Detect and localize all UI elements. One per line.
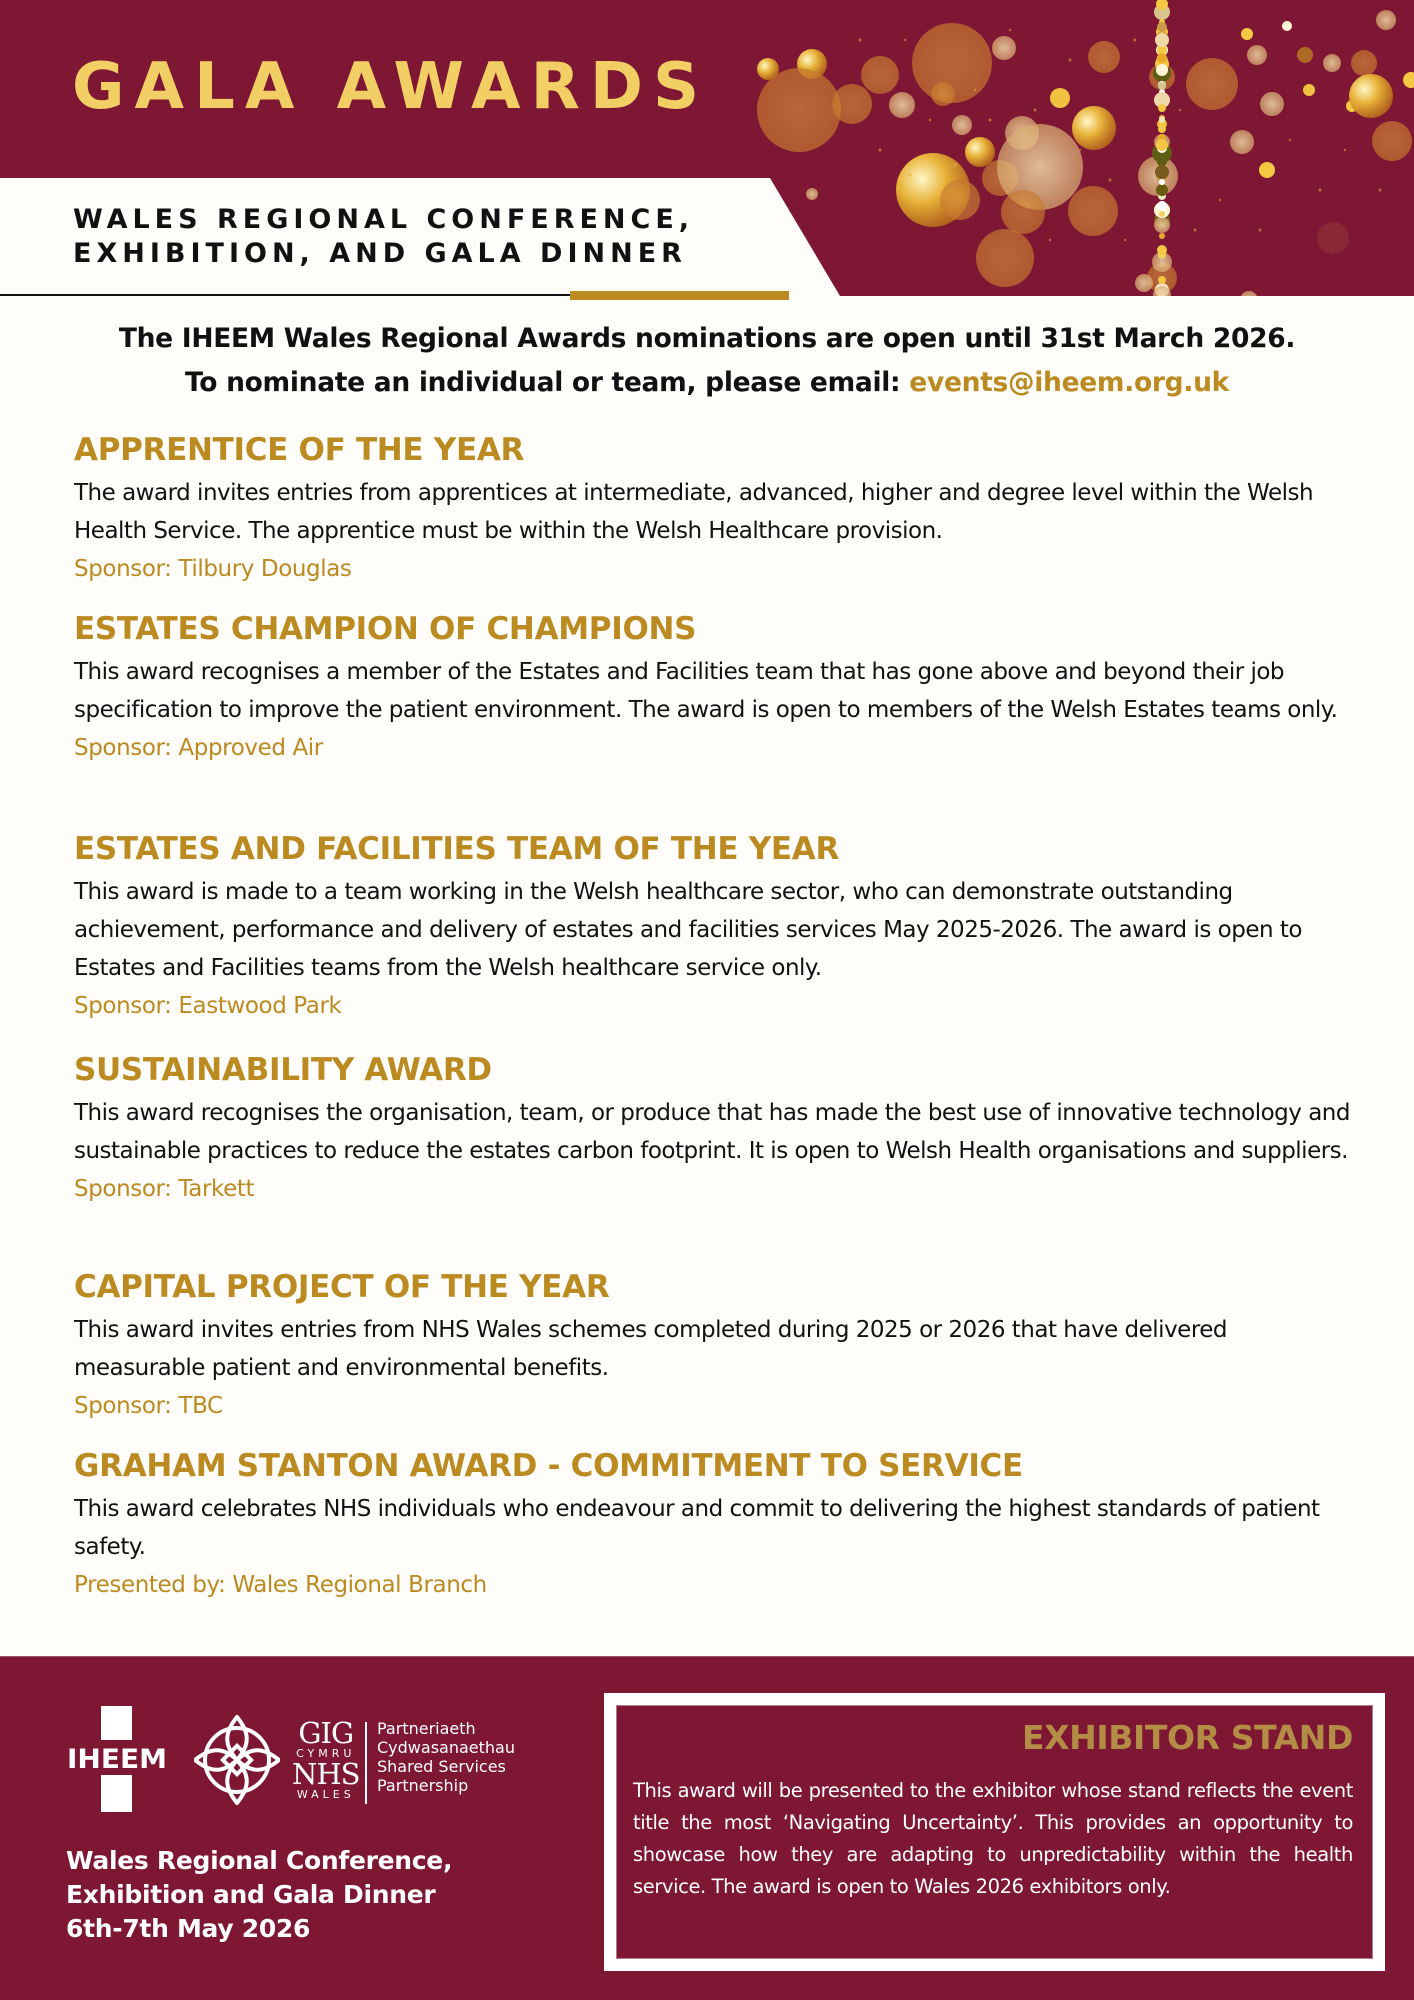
nhs-knot-emblem-icon (194, 1715, 280, 1805)
award-title: ESTATES AND FACILITIES TEAM OF THE YEAR (74, 831, 840, 867)
gala-awards-title: GALA AWARDS (72, 50, 710, 124)
award-title: ESTATES CHAMPION OF CHAMPIONS (74, 611, 697, 647)
header-gold-accent-bar (570, 291, 789, 300)
exhibitor-stand-title: EXHIBITOR STAND (1021, 1718, 1353, 1757)
header-divider-line (0, 294, 572, 296)
award-sponsor: Sponsor: Tarkett (74, 1176, 255, 1202)
award-title: SUSTAINABILITY AWARD (74, 1052, 492, 1088)
award-sponsor: Sponsor: Eastwood Park (74, 993, 342, 1019)
award-sponsor: Sponsor: Tilbury Douglas (74, 556, 352, 582)
partner-line-1: Partneriaeth (377, 1719, 476, 1738)
wales-text: WALES (296, 1788, 355, 1801)
logo-divider (365, 1722, 367, 1804)
award-description: This award celebrates NHS individuals who endeavour and commit to delivering the highest standards of patient safety. (74, 1496, 1320, 1560)
award-description: This award recognises a member of the Estates and Facilities team that has gone above and beyond their job specification to improve the patient environment. The award is open to members of the Welsh Estates teams only. (74, 659, 1338, 723)
cymru-text: CYMRU (296, 1747, 356, 1760)
award-graham-stanton (74, 1446, 1364, 1604)
event-name-line-1: Wales Regional Conference, (66, 1846, 453, 1875)
award-presenter: Presented by: Wales Regional Branch (74, 1572, 487, 1598)
subtitle-line-2: EXHIBITION, AND GALA DINNER (73, 238, 687, 269)
award-apprentice-of-the-year (74, 430, 1364, 588)
gig-text: GIG (298, 1716, 354, 1750)
award-description: This award recognises the organisation, team, or produce that has made the best use of innovative technology and sustainable practices to reduce the estates carbon footprint. It is open to Welsh Health organisations and suppliers. (74, 1100, 1350, 1164)
award-title: APPRENTICE OF THE YEAR (74, 432, 525, 468)
award-title: CAPITAL PROJECT OF THE YEAR (74, 1269, 610, 1305)
partner-line-2: Cydwasanaethau (377, 1738, 515, 1757)
gig-cymru-nhs-wales-wordmark (292, 1716, 360, 1802)
exhibitor-stand-description: This award will be presented to the exhibitor whose stand reflects the event title the most ‘Navigating Uncertainty’. This provides an opportunity to showcase how they are adapting to unpredictability within the health service. The award is open to Wales 2026 exhibitors only. (633, 1779, 1353, 1898)
subtitle-line-1: WALES REGIONAL CONFERENCE, (73, 204, 695, 235)
award-description: The award invites entries from apprentices at intermediate, advanced, higher and degree level within the Welsh Health Service. The apprentice must be within the Welsh Healthcare provision. (74, 480, 1314, 544)
event-dates: 6th-7th May 2026 (66, 1914, 311, 1943)
award-sponsor: Sponsor: TBC (74, 1393, 223, 1419)
award-estates-facilities-team (74, 829, 1364, 1025)
shared-services-partnership-text (377, 1719, 515, 1795)
nomination-email-link[interactable]: events@iheem.org.uk (909, 367, 1229, 398)
nhs-text: NHS (292, 1757, 360, 1791)
award-description: This award invites entries from NHS Wales schemes completed during 2025 or 2026 that have delivered measurable patient and environmental benefits. (74, 1317, 1228, 1381)
award-title: GRAHAM STANTON AWARD - COMMITMENT TO SERVICE (74, 1448, 1023, 1484)
nominate-prefix: To nominate an individual or team, please email: (184, 367, 910, 398)
partner-line-4: Partnership (377, 1776, 469, 1795)
award-sustainability (74, 1050, 1364, 1208)
event-name-line-2: Exhibition and Gala Dinner (66, 1880, 436, 1909)
footer-top-edge (0, 1656, 1414, 1657)
partner-line-3: Shared Services (377, 1757, 506, 1776)
iheem-logo-text: IHEEM (67, 1744, 167, 1775)
event-subtitle (73, 203, 694, 271)
award-estates-champion (74, 609, 1364, 767)
nominations-deadline-text: The IHEEM Wales Regional Awards nominations are open until 31st March 2026. (118, 323, 1296, 354)
award-capital-project (74, 1267, 1364, 1425)
award-sponsor: Sponsor: Approved Air (74, 735, 323, 761)
footer-event-info (66, 1844, 452, 1946)
award-description: This award is made to a team working in the Welsh healthcare sector, who can demonstrate outstanding achievement, performance and delivery of estates and facilities services May 2025-2026. The award is open to Estates and Facilities teams from the Welsh healthcare service only. (74, 879, 1302, 981)
nominate-instructions (0, 367, 1414, 398)
iheem-logo (66, 1706, 172, 1812)
